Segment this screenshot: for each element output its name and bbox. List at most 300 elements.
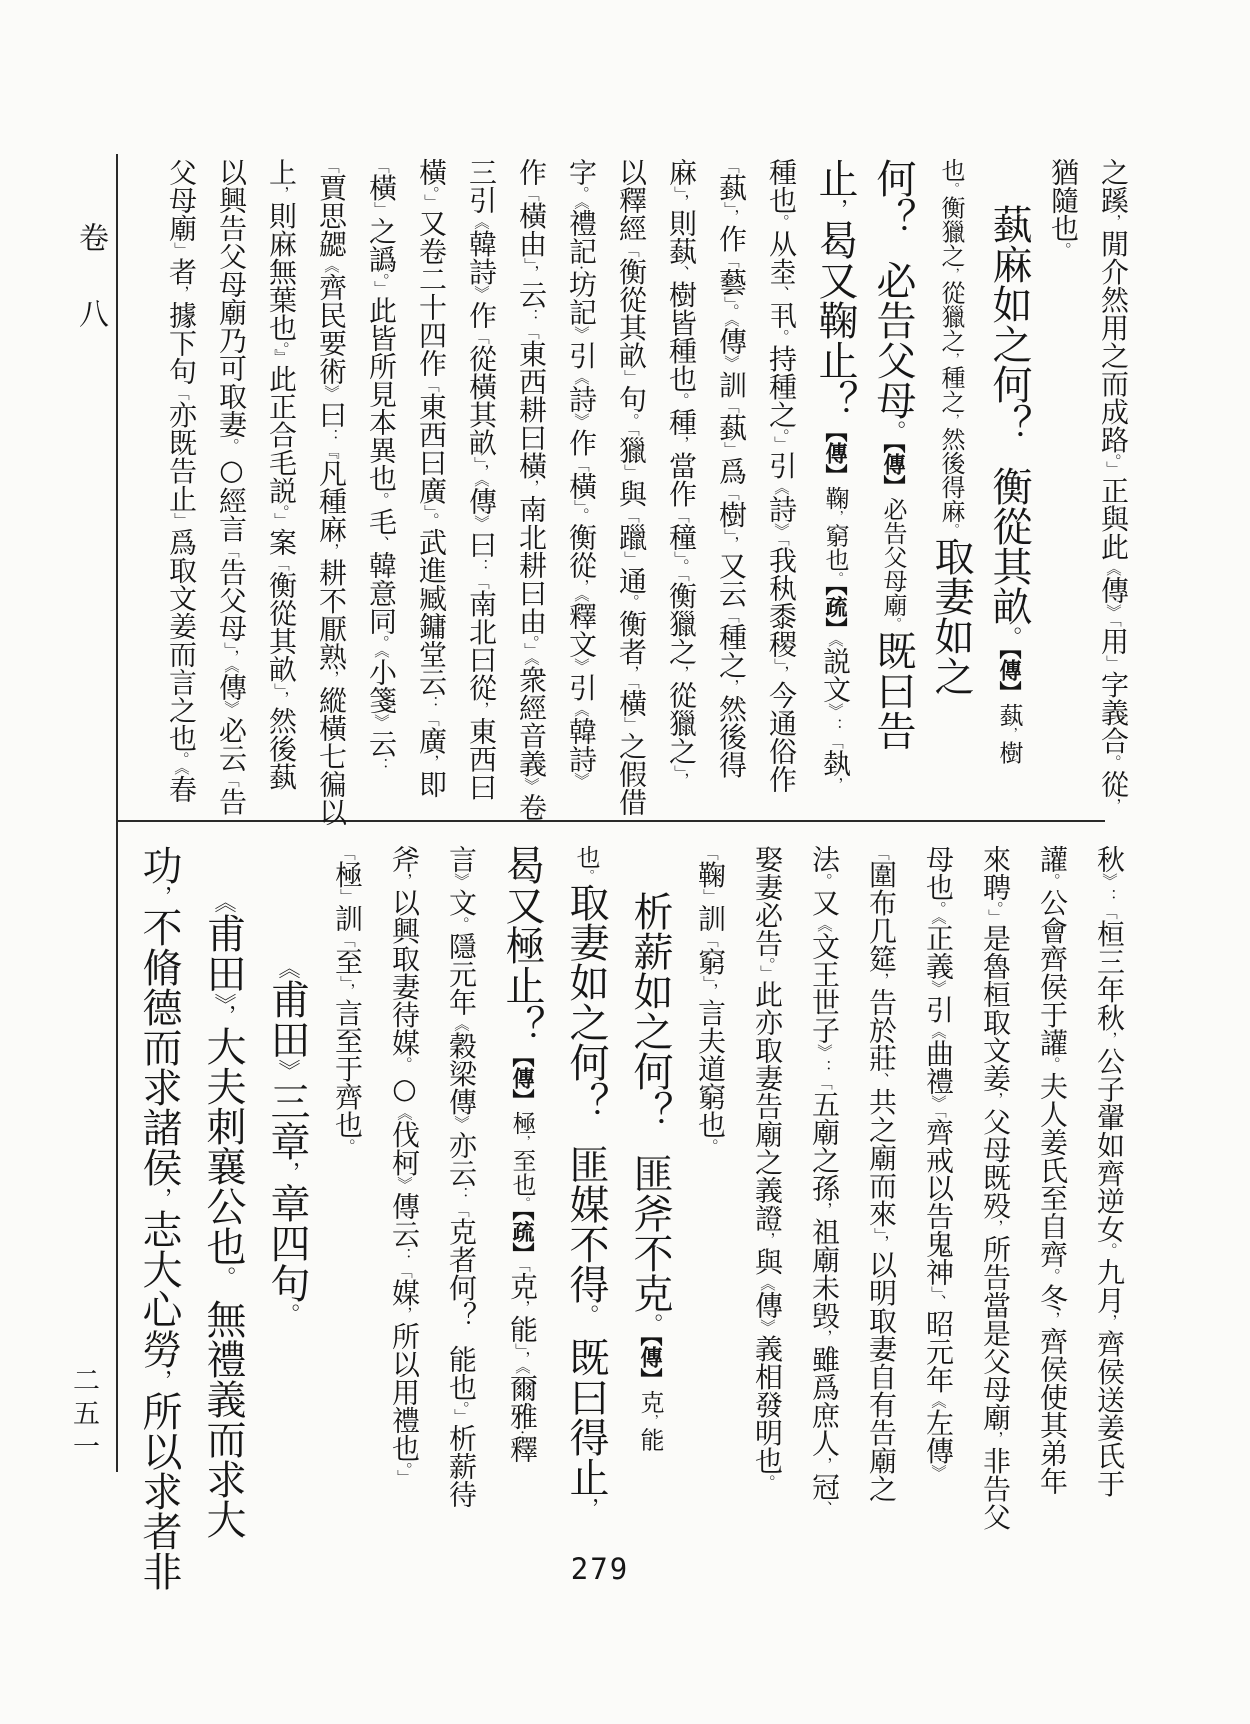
punctuation: 。 bbox=[1043, 873, 1061, 889]
punctuation: 」 bbox=[422, 504, 440, 513]
punctuation: 。 bbox=[275, 1303, 300, 1325]
text-run: 法。又《文王世子》：「五廟之孫，祖廟未毁，雖爲庶人，冠、 bbox=[808, 845, 841, 1516]
punctuation: ， bbox=[395, 1306, 413, 1322]
punctuation: 。 bbox=[772, 214, 790, 230]
punctuation: 「 bbox=[872, 845, 890, 861]
top-text-block bbox=[156, 158, 1138, 826]
punctuation: ， bbox=[1100, 1031, 1118, 1047]
punctuation: 「 bbox=[572, 456, 590, 472]
punctuation: 「 bbox=[826, 733, 844, 750]
punctuation: · bbox=[572, 265, 590, 271]
punctuation: 。 bbox=[622, 412, 640, 429]
punctuation: 」 bbox=[722, 441, 740, 457]
punctuation: 。 bbox=[1104, 453, 1122, 462]
text-run: 「克，能」，《爾雅·釋 bbox=[506, 1264, 539, 1464]
punctuation: 」 bbox=[222, 641, 240, 650]
punctuation: 」 bbox=[701, 888, 719, 904]
punctuation: ， bbox=[828, 510, 843, 524]
punctuation bbox=[452, 1329, 470, 1344]
punctuation: 』 bbox=[272, 349, 290, 365]
text-column bbox=[656, 158, 706, 810]
punctuation: 》 bbox=[322, 384, 340, 401]
punctuation: 「 bbox=[172, 384, 190, 401]
punctuation: ： bbox=[422, 695, 440, 712]
annotation-marker: 【傳】 bbox=[637, 1335, 663, 1390]
punctuation: ， bbox=[622, 665, 640, 681]
punctuation: 、 bbox=[872, 1071, 890, 1088]
punctuation: 《 bbox=[929, 1393, 947, 1409]
punctuation: 」 bbox=[772, 657, 790, 666]
text-column bbox=[356, 158, 406, 810]
text-column bbox=[739, 845, 796, 1530]
punctuation: 」 bbox=[672, 186, 690, 194]
punctuation: 「 bbox=[322, 158, 340, 174]
text-run: 橫。」又卷二十四作「東西曰廣」。武進臧鏞堂云：「廣，即 bbox=[415, 158, 448, 798]
punctuation: 「 bbox=[1104, 619, 1122, 628]
punctuation bbox=[574, 1315, 599, 1337]
text-column bbox=[456, 158, 506, 810]
punctuation: 《 bbox=[722, 319, 740, 327]
punctuation: 。 bbox=[572, 186, 590, 202]
punctuation: 「 bbox=[522, 186, 540, 202]
punctuation: 」 bbox=[722, 295, 740, 304]
punctuation: 。 bbox=[722, 303, 740, 320]
punctuation: 。 bbox=[372, 272, 390, 281]
punctuation: 」 bbox=[622, 463, 640, 480]
punctuation: 」 bbox=[672, 550, 690, 559]
text-run: 斧，以興取妻待媒。○《伐柯》傳云：「媒，所以用禮也。」 bbox=[388, 845, 421, 1485]
punctuation: 》 bbox=[572, 412, 590, 429]
punctuation: 「 bbox=[222, 542, 240, 558]
text-run: 鞠，窮也。 bbox=[821, 486, 849, 585]
punctuation: 「 bbox=[701, 931, 719, 948]
text-column bbox=[306, 158, 356, 826]
punctuation: 「 bbox=[222, 772, 240, 788]
punctuation: ， bbox=[572, 578, 590, 595]
punctuation: 。 bbox=[572, 507, 590, 523]
punctuation: ， bbox=[823, 198, 848, 220]
punctuation: 」 bbox=[338, 888, 356, 904]
punctuation: 》 bbox=[472, 285, 490, 301]
punctuation: 」 bbox=[1104, 461, 1122, 477]
punctuation: 。 bbox=[395, 1461, 413, 1470]
punctuation: 」 bbox=[372, 280, 390, 296]
text-run: 「圍布几筵，告於莊、共之廟而來」，以明取妻自有告廟之 bbox=[865, 845, 898, 1503]
punctuation: 「 bbox=[701, 845, 719, 861]
annotation-marker: 【傳】 bbox=[822, 420, 848, 486]
punctuation: 《 bbox=[222, 664, 240, 673]
punctuation: 。 bbox=[622, 594, 640, 610]
volume-label: 卷八 bbox=[73, 222, 108, 374]
text-column bbox=[156, 158, 206, 810]
punctuation: 。 bbox=[758, 957, 776, 965]
punctuation: 》 bbox=[452, 873, 470, 889]
punctuation: 」 bbox=[452, 1408, 470, 1424]
punctuation: 。 bbox=[986, 901, 1004, 909]
text-run: 娶妻必告。」此亦取妻告廟之義證，與《傳》義相發明也。 bbox=[751, 845, 784, 1490]
punctuation: 》 bbox=[1104, 603, 1122, 620]
punctuation: 「 bbox=[422, 377, 440, 393]
punctuation: ， bbox=[1104, 797, 1122, 814]
punctuation: 」 bbox=[722, 201, 740, 210]
punctuation: 。 bbox=[886, 617, 901, 631]
punctuation: 」 bbox=[372, 201, 390, 217]
punctuation: ， bbox=[722, 209, 740, 225]
punctuation: ， bbox=[815, 1202, 833, 1218]
punctuation: 。 bbox=[758, 1474, 776, 1490]
punctuation: ， bbox=[211, 1004, 236, 1026]
text-column bbox=[206, 158, 256, 816]
punctuation: ， bbox=[515, 1135, 530, 1149]
punctuation: 」 bbox=[172, 242, 190, 258]
punctuation: 」 bbox=[272, 512, 290, 528]
punctuation: ： bbox=[395, 1247, 413, 1264]
punctuation: ， bbox=[513, 1300, 531, 1316]
text-run: 猶隨也。 bbox=[1047, 158, 1080, 258]
punctuation: 》 bbox=[222, 700, 240, 717]
punctuation: 。 bbox=[1054, 242, 1072, 258]
text-run: 「橫」之譌。」此皆所見本異也。毛、韓意同。《小箋》云： bbox=[365, 158, 398, 773]
punctuation: 》 bbox=[1100, 873, 1118, 889]
annotation-marker: 【傳】 bbox=[880, 442, 906, 497]
punctuation: ， bbox=[522, 479, 540, 495]
punctuation: ， bbox=[758, 1232, 776, 1248]
punctuation: 》 bbox=[826, 703, 844, 719]
punctuation: ， bbox=[815, 1329, 833, 1345]
punctuation: ： bbox=[826, 718, 844, 734]
punctuation: 「 bbox=[522, 323, 540, 340]
punctuation: 》 bbox=[572, 657, 590, 674]
text-run: 取妻如之 bbox=[928, 536, 974, 697]
punctuation: 「 bbox=[622, 507, 640, 523]
punctuation: 」 bbox=[338, 975, 356, 983]
punctuation: ， bbox=[701, 982, 719, 999]
punctuation: 。 bbox=[172, 751, 190, 768]
punctuation: 。 bbox=[944, 182, 959, 196]
punctuation: ， bbox=[986, 1430, 1004, 1447]
punctuation: 「 bbox=[722, 398, 740, 414]
punctuation: 「 bbox=[272, 555, 290, 572]
punctuation: 《 bbox=[929, 916, 947, 925]
punctuation: 。 bbox=[211, 1266, 236, 1277]
punctuation: 。 bbox=[372, 634, 390, 651]
punctuation: ： bbox=[322, 428, 340, 444]
text-run: 麻」，則蓺、樹皆種也。種，當作「穜」。「衡獵之，從獵之」， bbox=[665, 158, 698, 789]
punctuation: 「 bbox=[1100, 903, 1118, 920]
punctuation: 」 bbox=[395, 1469, 413, 1485]
punctuation: ， bbox=[472, 701, 490, 717]
punctuation: ， bbox=[1100, 1314, 1118, 1330]
text-column bbox=[1081, 845, 1138, 1530]
punctuation: ， bbox=[672, 665, 690, 681]
text-column bbox=[796, 845, 853, 1530]
text-run: 三引《韓詩》作「從橫其畝」，《傳》曰：「南北曰從，東西曰 bbox=[465, 158, 498, 801]
text-run: 「極」訓「至」，言至于齊也。 bbox=[331, 845, 364, 1154]
punctuation: 、 bbox=[772, 285, 790, 301]
punctuation: 》 bbox=[452, 1115, 470, 1131]
punctuation: 」 bbox=[1104, 655, 1122, 671]
punctuation: 《 bbox=[572, 594, 590, 602]
punctuation: 《 bbox=[472, 214, 490, 230]
text-run: 蓺，樹 bbox=[995, 703, 1023, 765]
text-run: 父母廟」者，據下句「亦既告止」爲取文姜而言之也。《春 bbox=[165, 158, 198, 803]
punctuation: 」 bbox=[572, 499, 590, 508]
punctuation: ， bbox=[272, 186, 290, 202]
punctuation: 。 bbox=[815, 873, 833, 889]
text-run: 上，則麻無葉也。』此正合毛説。」案「衡從其畝」，然後蓺 bbox=[265, 158, 298, 791]
text-run: 讙。公會齊侯于讙。夫人姜氏至自齊。冬，齊侯使其弟年 bbox=[1036, 845, 1069, 1495]
punctuation: 。 bbox=[1043, 1267, 1061, 1284]
punctuation: ， bbox=[944, 413, 959, 427]
punctuation: 。 bbox=[452, 916, 470, 932]
punctuation: 、 bbox=[672, 265, 690, 281]
text-run: 《甫田》三章，章四句。 bbox=[264, 957, 310, 1325]
punctuation: 。 bbox=[672, 392, 690, 408]
text-column bbox=[682, 845, 739, 1530]
punctuation bbox=[211, 1277, 236, 1299]
text-column bbox=[967, 845, 1024, 1530]
punctuation: 《 bbox=[275, 957, 300, 979]
punctuation: ， bbox=[522, 265, 540, 281]
text-column bbox=[256, 158, 306, 810]
text-column bbox=[618, 845, 682, 1530]
text-column bbox=[606, 158, 656, 817]
punctuation: ， bbox=[147, 885, 172, 907]
punctuation: 》 bbox=[522, 777, 540, 793]
page-number: 279 bbox=[570, 1552, 630, 1586]
punctuation: ， bbox=[872, 972, 890, 988]
punctuation: 。 bbox=[1100, 1242, 1118, 1259]
punctuation: ， bbox=[815, 1456, 833, 1473]
punctuation: 」 bbox=[672, 764, 690, 773]
punctuation: 《 bbox=[772, 479, 790, 495]
punctuation: 」 bbox=[986, 908, 1004, 925]
text-column bbox=[406, 158, 456, 810]
punctuation: 「 bbox=[672, 573, 690, 582]
text-run: 「鞠」訓「窮」，言夫道窮也。 bbox=[694, 845, 727, 1154]
punctuation: ， bbox=[826, 777, 844, 793]
punctuation: 。 bbox=[522, 634, 540, 643]
punctuation: ， bbox=[672, 193, 690, 210]
punctuation: 《 bbox=[1104, 560, 1122, 576]
punctuation: 《 bbox=[758, 1275, 776, 1291]
text-run: 也。 bbox=[572, 845, 600, 883]
punctuation: 》 bbox=[572, 772, 590, 789]
punctuation bbox=[997, 444, 1022, 466]
annotation-marker: 【疏】 bbox=[509, 1209, 535, 1265]
punctuation: 」 bbox=[522, 642, 540, 658]
punctuation: 《 bbox=[322, 257, 340, 273]
punctuation: 「 bbox=[452, 1202, 470, 1218]
punctuation: ： bbox=[372, 757, 390, 773]
punctuation: 《 bbox=[172, 767, 190, 775]
punctuation: 《 bbox=[395, 1104, 413, 1121]
punctuation: 。 bbox=[422, 186, 440, 194]
punctuation: 「 bbox=[395, 1263, 413, 1279]
punctuation: 「 bbox=[372, 158, 390, 174]
text-run: 蓺麻如之何？ 衡從其畝。 bbox=[986, 204, 1032, 648]
punctuation: 」 bbox=[522, 257, 540, 266]
text-run: 「賈思勰《齊民要術》曰：『凡種麻，耕不厭熟，縱橫七徧以 bbox=[315, 158, 348, 826]
punctuation: 「 bbox=[338, 931, 356, 948]
punctuation: 「 bbox=[772, 538, 790, 546]
punctuation: 》 bbox=[275, 1059, 300, 1081]
punctuation: 「 bbox=[622, 242, 640, 258]
punctuation: ， bbox=[322, 543, 340, 559]
punctuation: 》 bbox=[572, 326, 590, 342]
punctuation: 「 bbox=[722, 484, 740, 501]
text-column bbox=[864, 158, 922, 810]
punctuation: 「 bbox=[472, 573, 490, 590]
section-divider bbox=[117, 820, 1105, 822]
text-run: 既曰告 bbox=[870, 630, 916, 751]
text-run: 何？ 必告父母。 bbox=[870, 158, 916, 442]
punctuation: 。 bbox=[672, 558, 690, 574]
punctuation: ， bbox=[422, 754, 440, 770]
punctuation: 。 bbox=[772, 328, 790, 345]
punctuation: 《 bbox=[572, 369, 590, 385]
punctuation: ， bbox=[986, 1092, 1004, 1108]
punctuation: ： bbox=[522, 308, 540, 324]
punctuation: 《 bbox=[929, 1023, 947, 1039]
punctuation: 」 bbox=[513, 1343, 531, 1352]
punctuation: 。 bbox=[944, 522, 959, 537]
punctuation: ， bbox=[672, 772, 690, 789]
punctuation: ， bbox=[672, 435, 690, 452]
text-run: 來聘。」是魯桓取文姜，父母既殁，所告當是父母廟，非告父 bbox=[979, 845, 1012, 1531]
punctuation: 「 bbox=[672, 507, 690, 523]
punctuation: · bbox=[513, 1430, 531, 1436]
punctuation: 》 bbox=[472, 515, 490, 531]
punctuation: 」 bbox=[622, 716, 640, 733]
punctuation: 。 bbox=[638, 1313, 663, 1335]
text-column bbox=[980, 158, 1038, 810]
punctuation: 、 bbox=[929, 1293, 947, 1310]
punctuation: 。 bbox=[574, 1304, 599, 1316]
text-run: 以興告父母廟乃可取妻。○經言「告父母」，《傳》必云「告 bbox=[215, 158, 248, 816]
punctuation: ， bbox=[1002, 727, 1017, 741]
punctuation: ， bbox=[147, 1187, 172, 1209]
punctuation: 。 bbox=[772, 428, 790, 436]
text-run: 《説文》：「埶， bbox=[819, 639, 852, 793]
punctuation: 、 bbox=[815, 1500, 833, 1516]
punctuation: ， bbox=[872, 1234, 890, 1251]
punctuation: 」 bbox=[622, 369, 640, 385]
punctuation: 」 bbox=[929, 1286, 947, 1294]
text-column bbox=[319, 845, 376, 1530]
punctuation: ， bbox=[944, 267, 959, 281]
punctuation: 《 bbox=[826, 639, 844, 648]
punctuation: 」 bbox=[272, 683, 290, 691]
text-run: 極，至也。 bbox=[508, 1111, 536, 1210]
punctuation: ， bbox=[772, 665, 790, 681]
punctuation: 。 bbox=[272, 341, 290, 350]
punctuation: 》 bbox=[372, 713, 390, 730]
punctuation: 」 bbox=[872, 1227, 890, 1235]
text-run: 秋》：「桓三年秋，公子翬如齊逆女。九月，齊侯送姜氏于 bbox=[1093, 845, 1126, 1498]
punctuation: 》 bbox=[772, 522, 790, 539]
text-run: 「蓺」，作「藝」。《傳》訓「蓺」爲「樹」，又云「種之，然後得 bbox=[715, 158, 748, 779]
text-run: 功，不脩德而求諸侯，志大心勞，所以求者非 bbox=[136, 845, 182, 1591]
punctuation: 《 bbox=[815, 916, 833, 932]
annotation-marker: 【傳】 bbox=[996, 648, 1022, 703]
text-run: 言》文。隱元年《穀梁傳》亦云：「克者何？ 能也。」析薪待 bbox=[445, 845, 478, 1508]
punctuation: ， bbox=[1104, 214, 1122, 230]
punctuation: 。 bbox=[881, 420, 906, 442]
punctuation: ， bbox=[986, 1219, 1004, 1235]
text-column bbox=[506, 158, 556, 821]
punctuation: ， bbox=[574, 1497, 599, 1520]
punctuation: 『 bbox=[322, 443, 340, 460]
punctuation: ， bbox=[722, 678, 740, 695]
punctuation: 」 bbox=[772, 435, 790, 452]
punctuation: 。 bbox=[997, 626, 1022, 648]
text-column bbox=[490, 845, 554, 1530]
punctuation: ， bbox=[272, 690, 290, 707]
text-column bbox=[853, 845, 910, 1530]
text-column bbox=[806, 158, 864, 810]
text-column bbox=[554, 845, 618, 1530]
text-column bbox=[191, 845, 255, 1539]
punctuation bbox=[881, 238, 906, 260]
punctuation: 。 bbox=[272, 504, 290, 513]
punctuation: 。 bbox=[515, 1196, 530, 1210]
annotation-marker: 【疏】 bbox=[822, 584, 848, 640]
punctuation: 」 bbox=[758, 964, 776, 981]
punctuation: ， bbox=[944, 352, 959, 366]
annotation-marker: 【傳】 bbox=[509, 1045, 535, 1111]
text-run: 《甫田》，大夫刺襄公也。 無禮義而求大 bbox=[200, 891, 246, 1539]
punctuation: ： bbox=[815, 1059, 833, 1075]
text-column bbox=[376, 845, 433, 1530]
punctuation: ， bbox=[1043, 1311, 1061, 1327]
text-run: 克，能 bbox=[636, 1390, 664, 1452]
text-column bbox=[1024, 845, 1081, 1530]
text-run: 析薪如之何？ 匪斧不克。 bbox=[627, 891, 673, 1335]
text-run: 種也。从坴、丮。持種之。」引《詩》「我秇黍稷」，今通俗作 bbox=[765, 158, 798, 793]
punctuation: ， bbox=[643, 1414, 658, 1428]
punctuation: ， bbox=[722, 536, 740, 552]
punctuation: 。 bbox=[338, 1138, 356, 1154]
text-run: 以釋經「衡從其畝」句。「獵」與「躐」通。衡者，「橫」之假借 bbox=[615, 158, 648, 817]
text-column bbox=[922, 158, 980, 810]
punctuation: 》 bbox=[929, 1464, 947, 1480]
punctuation: 。 bbox=[452, 1400, 470, 1409]
punctuation: 《 bbox=[452, 1015, 470, 1032]
punctuation: 》 bbox=[929, 1094, 947, 1111]
punctuation: ： bbox=[1100, 888, 1118, 904]
punctuation: 》 bbox=[815, 1043, 833, 1060]
text-run: 取妻如之何？ 匪媒不得。 既曰得止， bbox=[563, 882, 609, 1520]
text-run: 止，曷又鞠止？ bbox=[812, 158, 858, 420]
punctuation: 」 bbox=[422, 193, 440, 210]
punctuation: ， bbox=[172, 285, 190, 301]
punctuation: 。 bbox=[422, 512, 440, 528]
punctuation: 「 bbox=[622, 428, 640, 436]
punctuation: 。 bbox=[579, 869, 594, 883]
text-column bbox=[910, 845, 967, 1530]
punctuation: ， bbox=[395, 873, 413, 889]
punctuation: 。 bbox=[372, 491, 390, 508]
punctuation: 「 bbox=[722, 607, 740, 623]
text-column bbox=[1038, 158, 1088, 810]
punctuation: 》 bbox=[722, 354, 740, 371]
punctuation: 》 bbox=[211, 993, 236, 1004]
punctuation: ， bbox=[472, 463, 490, 480]
punctuation: 「 bbox=[815, 1074, 833, 1091]
punctuation: 「 bbox=[422, 711, 440, 727]
punctuation: 「 bbox=[513, 1264, 531, 1273]
